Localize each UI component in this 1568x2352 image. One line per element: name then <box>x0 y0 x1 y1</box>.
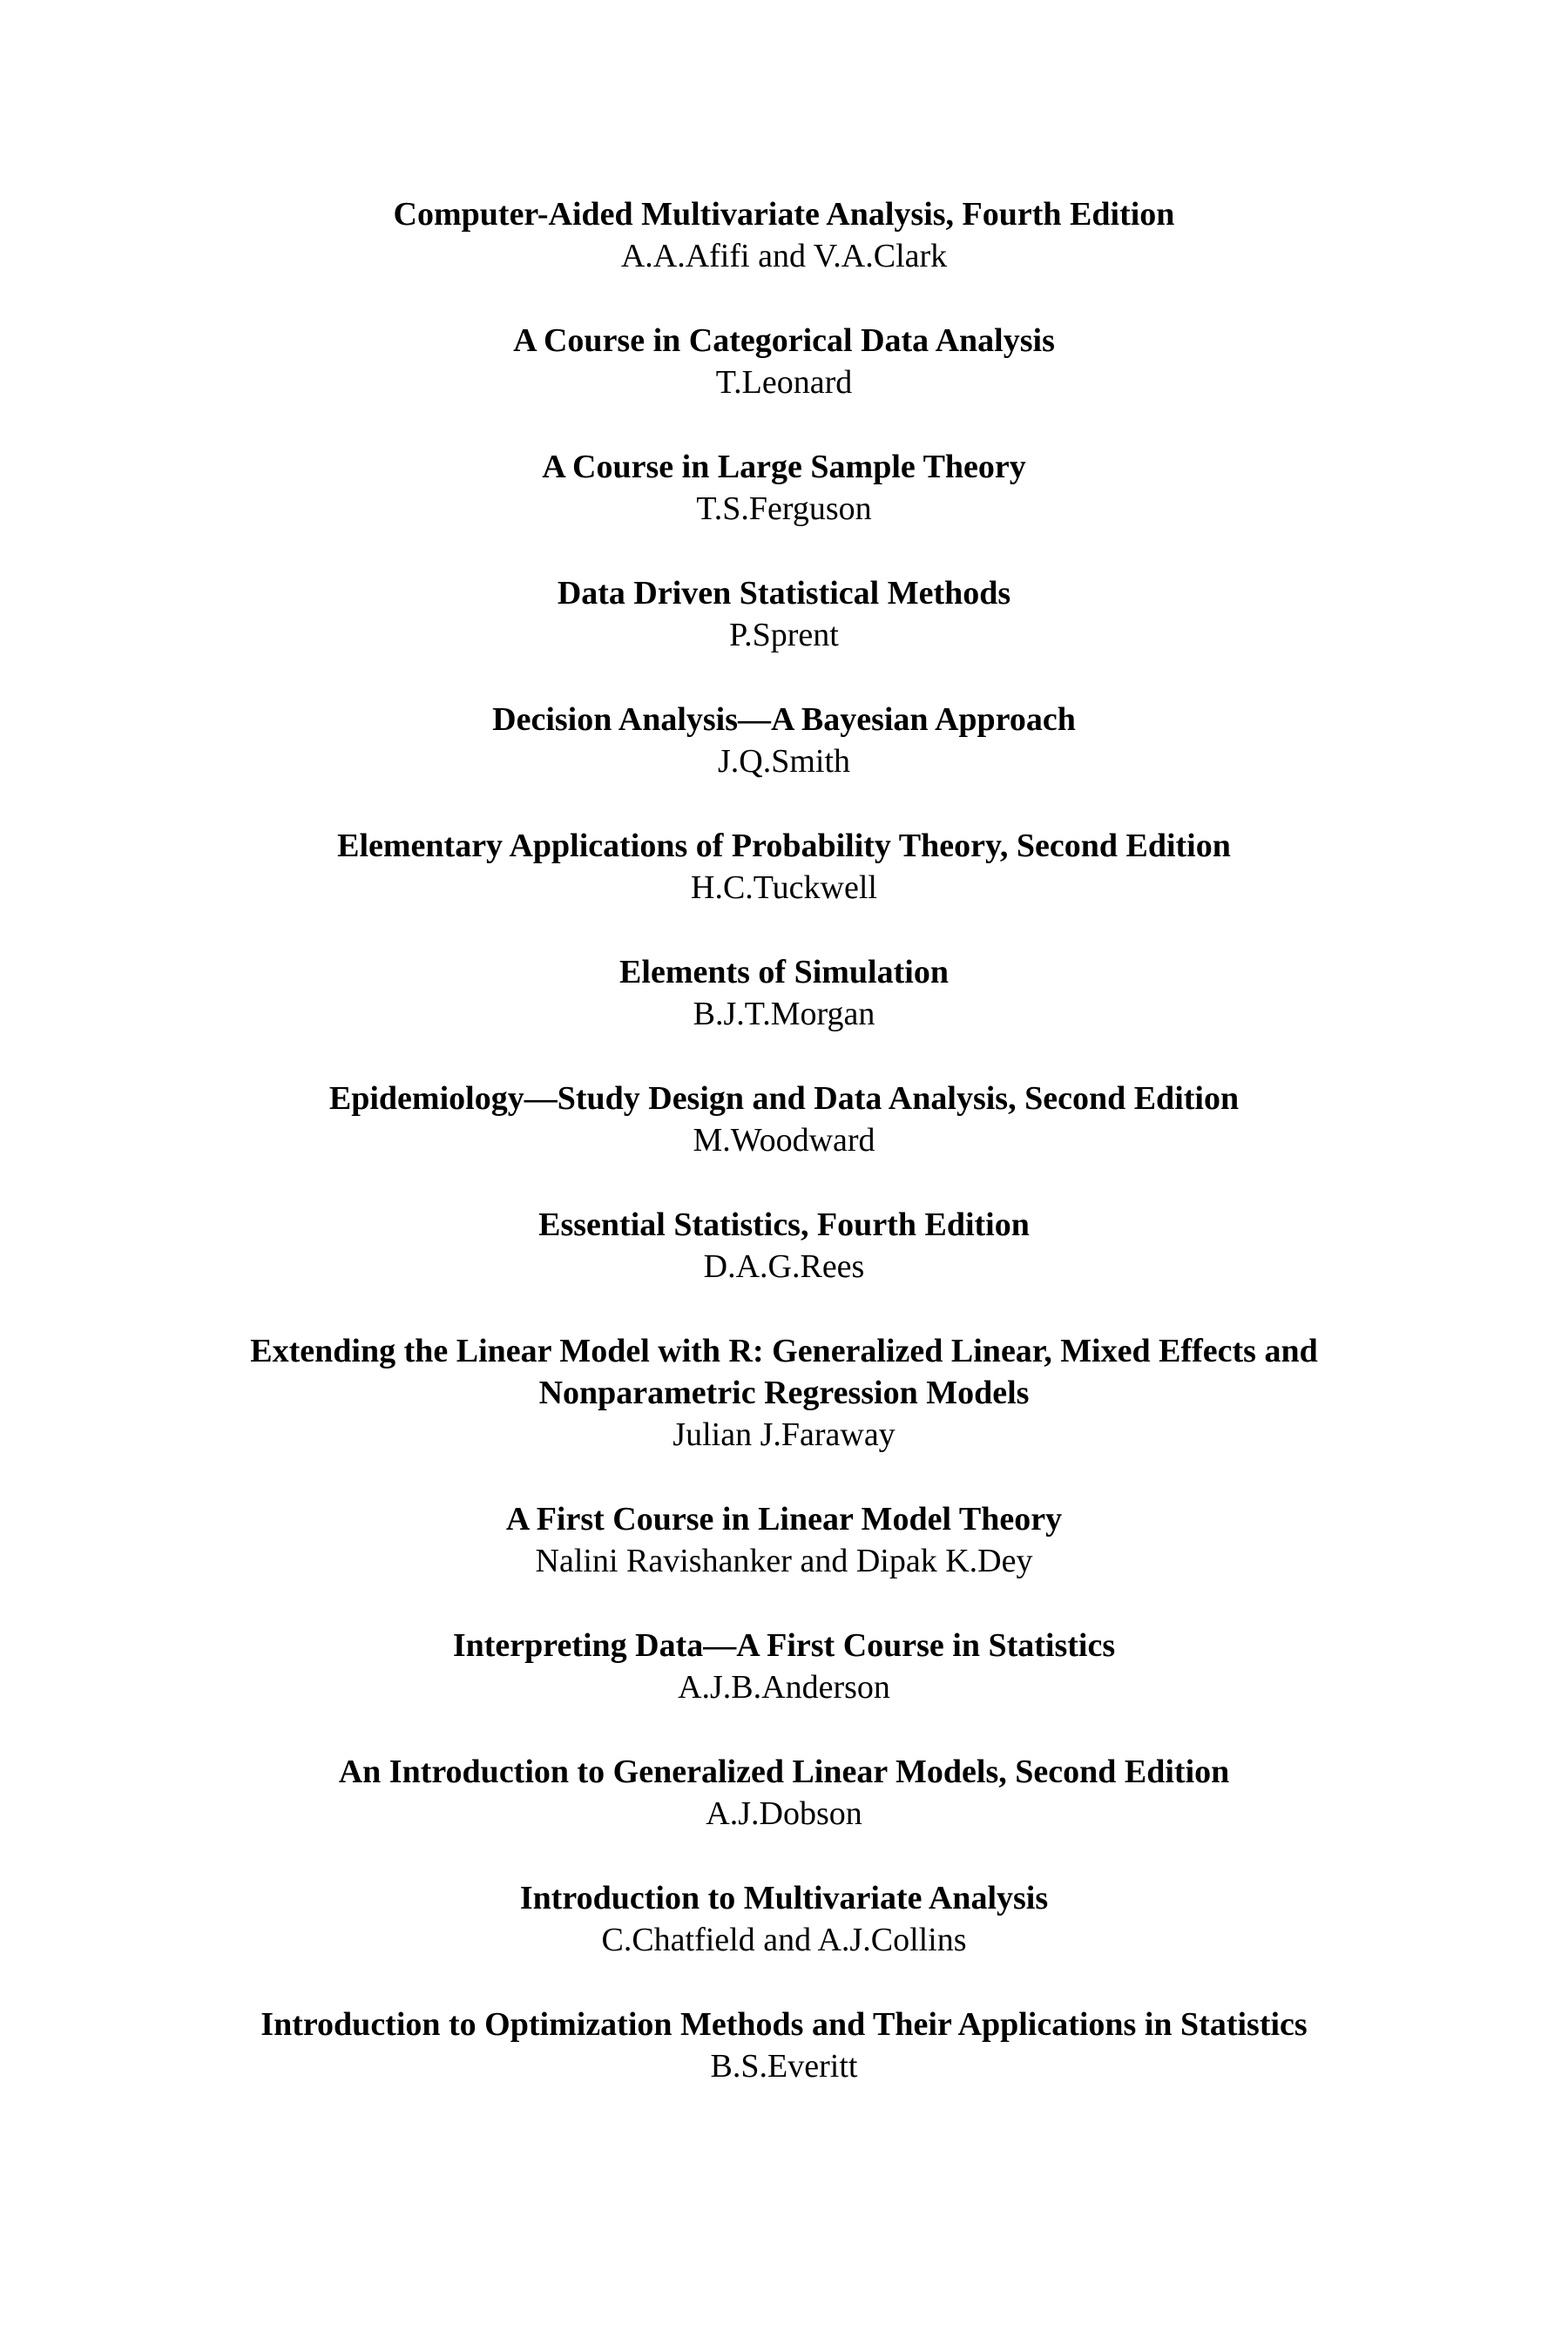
book-title: A Course in Categorical Data Analysis <box>513 322 1055 359</box>
book-entry <box>157 1877 1411 1961</box>
book-author: T.Leonard <box>715 364 853 401</box>
book-entry <box>157 951 1411 1035</box>
book-author: B.S.Everitt <box>710 2048 858 2085</box>
book-author: T.S.Ferguson <box>696 490 872 527</box>
book-entry <box>157 572 1411 656</box>
book-author: H.C.Tuckwell <box>691 869 877 906</box>
book-title: Extending the Linear Model with R: Generalized Linear, Mixed Effects and Nonparametric Regression Models <box>250 1333 1318 1411</box>
book-title: Introduction to Optimization Methods and Their Applications in Statistics <box>260 2006 1308 2043</box>
book-entry <box>157 1330 1411 1456</box>
book-entry <box>157 1625 1411 1708</box>
book-author: C.Chatfield and A.J.Collins <box>601 1922 967 1958</box>
book-title: Interpreting Data—A First Course in Statistics <box>452 1627 1116 1664</box>
book-title: A Course in Large Sample Theory <box>542 449 1026 485</box>
book-author: A.A.Afifi and V.A.Clark <box>620 238 948 274</box>
book-author: Julian J.Faraway <box>672 1416 896 1453</box>
book-title: Elementary Applications of Probability Theory, Second Edition <box>337 828 1231 864</box>
book-entry <box>157 1078 1411 1161</box>
book-title: Data Driven Statistical Methods <box>557 575 1011 612</box>
book-author: J.Q.Smith <box>717 743 851 780</box>
book-author: Nalini Ravishanker and Dipak K.Dey <box>535 1543 1033 1579</box>
book-title: An Introduction to Generalized Linear Models, Second Edition <box>338 1754 1230 1790</box>
book-list <box>157 193 1411 2130</box>
book-author: B.J.T.Morgan <box>693 996 875 1032</box>
book-title: Epidemiology—Study Design and Data Analysis, Second Edition <box>328 1080 1240 1117</box>
book-title: A First Course in Linear Model Theory <box>505 1501 1063 1538</box>
book-author: P.Sprent <box>729 617 839 653</box>
book-entry <box>157 1751 1411 1835</box>
book-author: A.J.Dobson <box>706 1795 862 1832</box>
book-title: Decision Analysis—A Bayesian Approach <box>492 701 1076 738</box>
book-entry <box>157 1498 1411 1582</box>
book-entry <box>157 2004 1411 2087</box>
book-entry <box>157 320 1411 403</box>
book-author: A.J.B.Anderson <box>678 1669 890 1706</box>
book-entry <box>157 699 1411 782</box>
book-entry <box>157 825 1411 909</box>
book-title: Essential Statistics, Fourth Edition <box>538 1206 1030 1243</box>
book-author: D.A.G.Rees <box>703 1248 865 1285</box>
book-entry <box>157 193 1411 277</box>
book-title: Computer-Aided Multivariate Analysis, Fourth Edition <box>393 196 1175 233</box>
book-author: M.Woodward <box>693 1122 875 1159</box>
book-entry <box>157 446 1411 530</box>
book-title: Elements of Simulation <box>619 954 949 990</box>
book-entry <box>157 1204 1411 1288</box>
book-title: Introduction to Multivariate Analysis <box>519 1880 1049 1916</box>
